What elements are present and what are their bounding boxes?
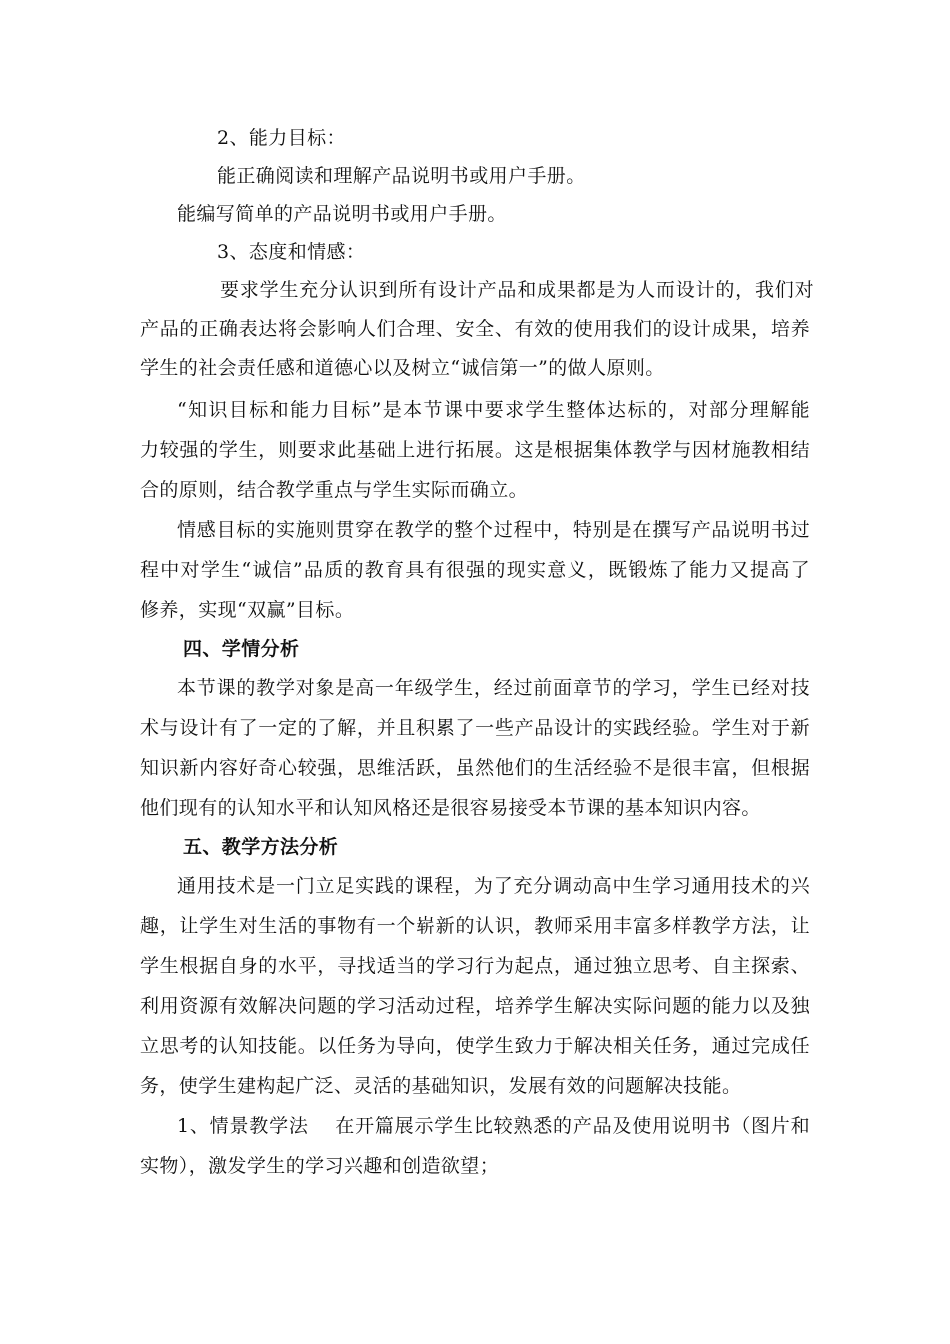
paragraph-line: 他们现有的认知水平和认知风格还是很容易接受本节课的基本知识内容。 xyxy=(140,797,761,819)
paragraph-line: 通用技术是一门立足实践的课程，为了充分调动高中生学习通用技术的兴 xyxy=(177,875,810,897)
section-heading-learner-analysis: 四、学情分析 xyxy=(183,638,300,660)
paragraph-line: 立思考的认知技能。以任务为导向，使学生致力于解决相关任务，通过完成任 xyxy=(140,1035,810,1057)
subheading-ability-goals: 2、能力目标： xyxy=(217,127,346,149)
paragraph-line: 能正确阅读和理解产品说明书或用户手册。 xyxy=(217,165,586,187)
paragraph-line: 1、情景教学法 在开篇展示学生比较熟悉的产品及使用说明书（图片和 xyxy=(177,1115,810,1137)
paragraph-line: 术与设计有了一定的了解，并且积累了一些产品设计的实践经验。学生对于新 xyxy=(140,717,810,739)
paragraph-line: 能编写简单的产品说明书或用户手册。 xyxy=(177,203,507,225)
paragraph-line: 修养，实现“双赢”目标。 xyxy=(140,599,355,621)
paragraph-line: 要求学生充分认识到所有设计产品和成果都是为人而设计的，我们对 xyxy=(220,279,814,301)
paragraph-line: 合的原则，结合教学重点与学生实际而确立。 xyxy=(140,479,529,501)
paragraph-line: “知识目标和能力目标”是本节课中要求学生整体达标的，对部分理解能 xyxy=(177,399,810,421)
paragraph-line: 情感目标的实施则贯穿在教学的整个过程中，特别是在撰写产品说明书过 xyxy=(177,519,810,541)
paragraph-line: 学生根据自身的水平，寻找适当的学习行为起点，通过独立思考、自主探索、 xyxy=(140,955,810,977)
paragraph-line: 实物），激发学生的学习兴趣和创造欲望； xyxy=(140,1155,500,1177)
section-heading-teaching-methods: 五、教学方法分析 xyxy=(183,836,339,858)
paragraph-line: 利用资源有效解决问题的学习活动过程，培养学生解决实际问题的能力以及独 xyxy=(140,995,810,1017)
paragraph-line: 趣，让学生对生活的事物有一个崭新的认识，教师采用丰富多样教学方法，让 xyxy=(140,915,810,937)
paragraph-line: 学生的社会责任感和道德心以及树立“诚信第一”的做人原则。 xyxy=(140,357,665,379)
paragraph-line: 知识新内容好奇心较强，思维活跃，虽然他们的生活经验不是很丰富，但根据 xyxy=(140,757,810,779)
paragraph-line: 力较强的学生，则要求此基础上进行拓展。这是根据集体教学与因材施教相结 xyxy=(140,439,810,461)
paragraph-line: 程中对学生“诚信”品质的教育具有很强的现实意义，既锻炼了能力又提高了 xyxy=(140,559,810,581)
paragraph-line: 产品的正确表达将会影响人们合理、安全、有效的使用我们的设计成果，培养 xyxy=(140,318,810,340)
paragraph-line: 务，使学生建构起广泛、灵活的基础知识，发展有效的问题解决技能。 xyxy=(140,1075,742,1097)
subheading-attitude-emotion: 3、态度和情感： xyxy=(217,241,366,263)
paragraph-line: 本节课的教学对象是高一年级学生，经过前面章节的学习，学生已经对技 xyxy=(177,677,810,699)
